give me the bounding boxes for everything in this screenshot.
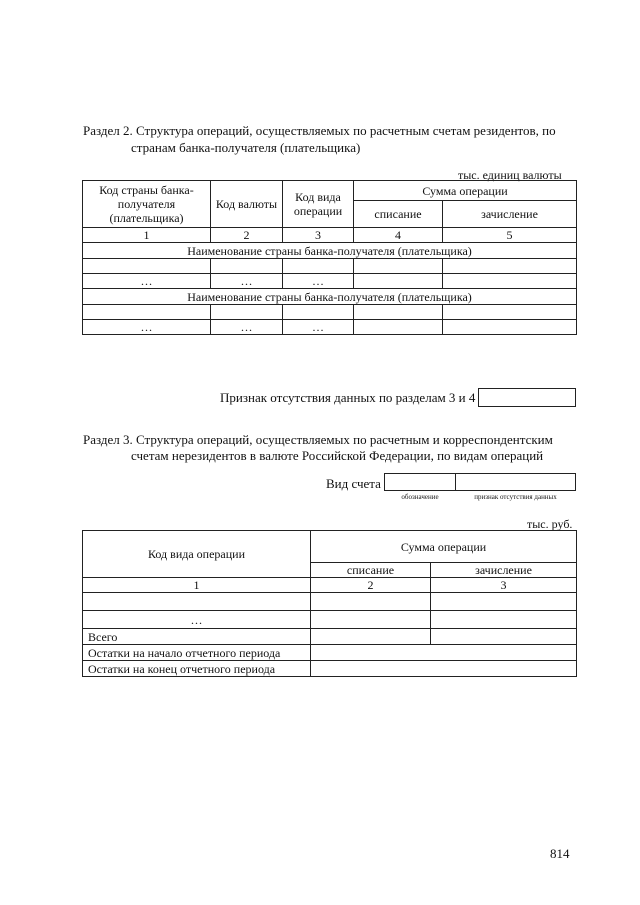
section3-units: тыс. руб. [527,517,573,531]
section3-title-line2: счетам нерезидентов в валюте Российской Федерации, по видам операций [131,448,544,463]
table-row [83,629,577,645]
table-cell[interactable] [311,645,577,661]
column-number: 4 [354,228,443,243]
table-cell[interactable] [311,593,431,611]
country-row-label: Наименование страны банка-получателя (плательщика) [83,243,577,259]
table-row [83,274,577,289]
balance-end-label: Остатки на конец отчетного периода [83,661,311,677]
section2-units: тыс. единиц валюты [458,168,562,182]
table-cell[interactable] [283,259,354,274]
table-cell[interactable] [443,274,577,289]
table-cell[interactable] [443,305,577,320]
column-number: 2 [211,228,283,243]
header-currency-code: Код валюты [211,181,283,228]
table-cell[interactable] [311,661,577,677]
table-row [83,305,577,320]
header-sum: Сумма операции [311,531,577,563]
table-cell[interactable] [211,305,283,320]
table-cell[interactable] [311,611,431,629]
account-type-designation-field[interactable] [384,473,456,491]
header-debit: списание [354,201,443,228]
table-cell[interactable] [354,259,443,274]
absence-caption: признак отсутствия данных [474,493,557,501]
column-number: 5 [443,228,577,243]
ellipsis-cell: … [83,611,311,629]
table-cell[interactable] [283,305,354,320]
balance-start-label: Остатки на начало отчетного периода [83,645,311,661]
header-country-code: Код страны банка-получателя (плательщика) [83,181,211,228]
section2-table [82,180,577,335]
ellipsis-cell: … [211,320,283,335]
header-credit: зачисление [443,201,577,228]
ellipsis-cell: … [83,274,211,289]
section3-table [82,530,577,677]
ellipsis-cell: … [283,274,354,289]
header-operation-code: Код вида операции [83,531,311,578]
table-cell[interactable] [431,611,577,629]
account-type-absence-field[interactable] [455,473,576,491]
section2-title-line1: Раздел 2. Структура операций, осуществляемых по расчетным счетам резидентов, по [83,123,556,138]
table-row [83,661,577,677]
table-cell[interactable] [431,629,577,645]
column-number: 2 [311,578,431,593]
table-cell[interactable] [83,259,211,274]
ellipsis-cell: … [83,320,211,335]
column-number: 3 [283,228,354,243]
page-number: 814 [550,846,570,861]
column-number: 3 [431,578,577,593]
column-number: 1 [83,228,211,243]
header-credit: зачисление [431,563,577,578]
table-cell[interactable] [83,593,311,611]
table-cell[interactable] [311,629,431,645]
table-cell[interactable] [431,593,577,611]
designation-caption: обозначение [401,493,439,501]
table-row [83,611,577,629]
column-number: 1 [83,578,311,593]
header-operation-code: Код вида операции [283,181,354,228]
table-cell[interactable] [443,259,577,274]
header-sum: Сумма операции [354,181,577,201]
table-row [83,593,577,611]
table-row [83,320,577,335]
account-type-label: Вид счета [326,476,381,491]
section2-title-line2: странам банка-получателя (плательщика) [131,140,361,155]
table-cell[interactable] [354,305,443,320]
country-row-label: Наименование страны банка-получателя (плательщика) [83,289,577,305]
table-cell[interactable] [354,274,443,289]
absence-flag-label: Признак отсутствия данных по разделам 3 и 4 [220,390,476,405]
table-row [83,259,577,274]
table-row [83,645,577,661]
total-label: Всего [83,629,311,645]
table-cell[interactable] [443,320,577,335]
section3-title-line1: Раздел 3. Структура операций, осуществляемых по расчетным и корреспондентским [83,432,553,447]
table-cell[interactable] [211,259,283,274]
table-cell[interactable] [83,305,211,320]
absence-flag-field[interactable] [478,388,576,407]
ellipsis-cell: … [283,320,354,335]
header-debit: списание [311,563,431,578]
table-cell[interactable] [354,320,443,335]
ellipsis-cell: … [211,274,283,289]
